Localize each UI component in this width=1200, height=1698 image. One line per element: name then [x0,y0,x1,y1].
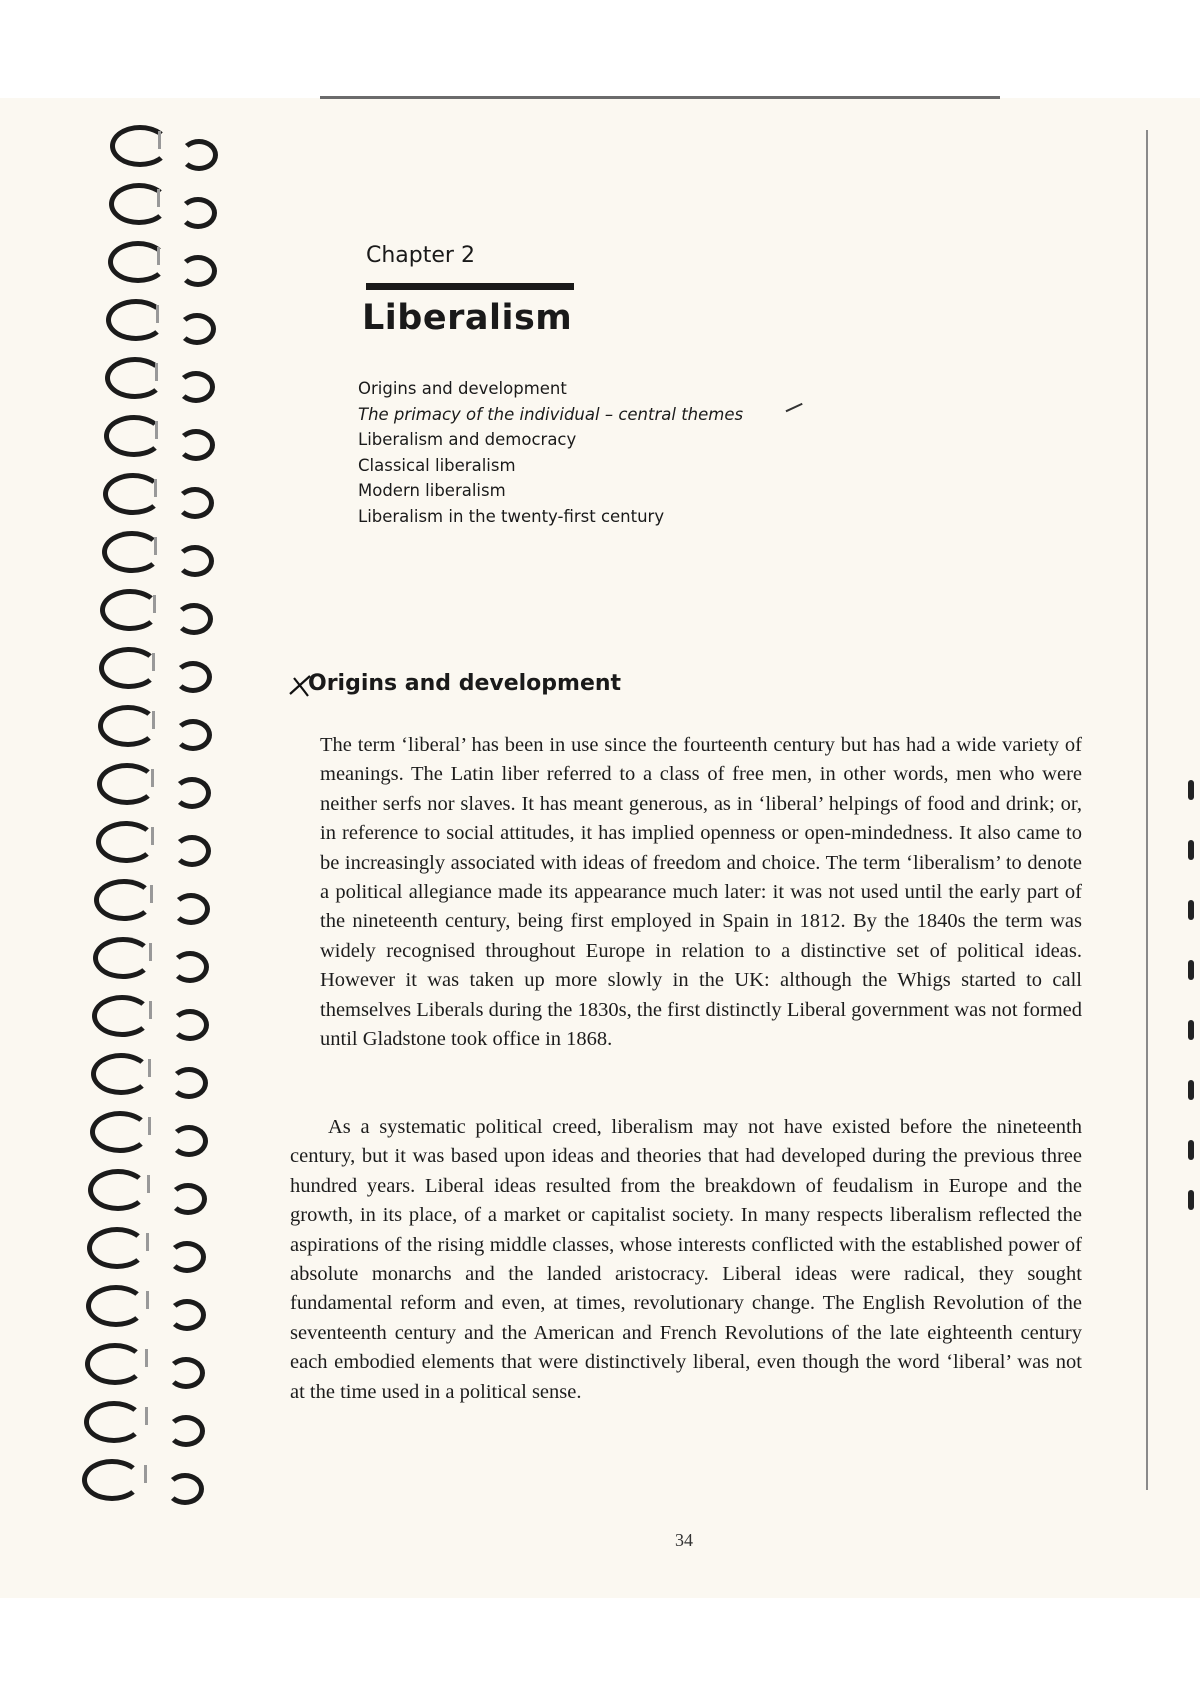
binding-tick [144,1465,147,1483]
binding-ring [92,995,152,1037]
binding-ring [90,1111,150,1153]
binding-ring [94,879,154,921]
binding-ring [96,821,156,863]
binding-tick [157,189,160,207]
binding-ring-back [166,1473,204,1505]
binding-ring [85,1343,145,1385]
binding-tick [148,1059,151,1077]
edge-mark [1188,1140,1194,1160]
binding-tick [152,711,155,729]
binding-tick [154,479,157,497]
binding-ring-back [171,1009,209,1041]
binding-tick [156,305,159,323]
binding-ring [91,1053,151,1095]
binding-ring-back [180,139,218,171]
binding-tick [151,827,154,845]
binding-ring-back [167,1415,205,1447]
binding-ring-back [179,255,217,287]
binding-tick [154,537,157,555]
binding-tick [145,1349,148,1367]
edge-mark [1188,1020,1194,1040]
chapter-rule [366,283,574,290]
binding-ring-back [168,1241,206,1273]
binding-tick [145,1407,148,1425]
page-right-edge [1146,130,1148,1490]
binding-ring-back [178,313,216,345]
binding-ring-back [173,777,211,809]
edge-mark [1188,780,1194,800]
binding-tick [148,1117,151,1135]
binding-tick [150,885,153,903]
page-top-edge [320,96,1000,99]
binding-ring-back [176,487,214,519]
binding-ring-back [175,603,213,635]
binding-ring [82,1459,142,1501]
binding-ring-back [179,197,217,229]
chapter-label: Chapter 2 [366,243,475,268]
binding-ring-back [167,1357,205,1389]
binding-ring [93,937,153,979]
binding-ring [87,1227,147,1269]
body-paragraph: As a systematic political creed, liberalism may not have existed before the nineteenth century, but it was based upon ideas and theories that had developed during the previous three hundred years. Liberal ideas resulted from the breakdown of feudalism in Europe and the growth, in its place, of a market or capitalist society. In many respects liberalism reflected the aspirations of the rising middle classes, whose interests conflicted with the established power of absolute monarchs and the landed aristocracy. Liberal ideas were radical, they sought fundamental reform and even, at times, revolutionary change. The English Revolution of the seventeenth century and the American and French Revolutions of the late eighteenth century each embodied elements that were distinctively liberal, even though the word ‘liberal’ was not at the time used in a political sense. [290,1116,1082,1403]
binding-ring [84,1401,144,1443]
contents-item: Liberalism and democracy [358,430,577,449]
spiral-binding [40,125,220,1545]
edge-mark [1188,900,1194,920]
edge-mark [1188,1080,1194,1100]
edge-mark [1188,1190,1194,1210]
section-heading: Origins and development [308,671,622,696]
binding-tick [146,1233,149,1251]
chapter-contents [358,376,743,529]
binding-tick [155,421,158,439]
binding-tick [151,769,154,787]
binding-ring-back [170,1125,208,1157]
binding-tick [152,653,155,671]
binding-ring [102,531,162,573]
binding-tick [146,1291,149,1309]
binding-ring [86,1285,146,1327]
body-paragraph: The term ‘liberal’ has been in use since the fourteenth century but has had a wide variety of meanings. The Latin liber referred to a class of free men, in other words, men who were neither serfs nor slaves. It has meant generous, as in ‘liberal’ helpings of food and drink; or, in reference to social attitudes, it has implied openness or open-mindedness. It also came to be increasingly associated with ideas of freedom and choice. The term ‘liberalism’ to denote a political allegiance made its appearance much later: it was not used until the early part of the nineteenth century, being first employed in Spain in 1812. By the 1840s the term was widely recognised throughout Europe in relation to a distinctive set of political ideas. However it was taken up more slowly in the UK: although the Whigs started to call themselves Liberals during the 1830s, the first distinctly Liberal government was not formed until Gladstone took office in 1868. [320,734,1082,1051]
binding-tick [153,595,156,613]
binding-tick [149,943,152,961]
contents-item: Origins and development [358,379,567,398]
binding-ring-back [173,835,211,867]
binding-ring-back [168,1299,206,1331]
contents-item: The primacy of the individual – central themes [358,404,744,424]
binding-ring [99,647,159,689]
chapter-title: Liberalism [362,298,573,338]
binding-tick [155,363,158,381]
contents-item: Classical liberalism [358,455,516,475]
binding-ring-back [177,371,215,403]
binding-ring-back [177,429,215,461]
binding-ring-back [169,1183,207,1215]
edge-mark [1188,960,1194,980]
binding-ring-back [174,719,212,751]
page-number: 34 [675,1530,693,1550]
binding-ring-back [176,545,214,577]
binding-tick [149,1001,152,1019]
binding-ring [110,125,170,167]
binding-ring [109,183,169,225]
binding-tick [158,131,161,149]
binding-ring [88,1169,148,1211]
binding-tick [147,1175,150,1193]
binding-ring [98,705,158,747]
edge-mark [1188,840,1194,860]
binding-ring [100,589,160,631]
binding-ring [97,763,157,805]
contents-item: Modern liberalism [358,481,506,500]
contents-item: Liberalism in the twenty-first century [358,506,665,526]
binding-ring-back [174,661,212,693]
binding-ring-back [171,951,209,983]
binding-ring-back [170,1067,208,1099]
binding-tick [157,247,160,265]
binding-ring-back [172,893,210,925]
